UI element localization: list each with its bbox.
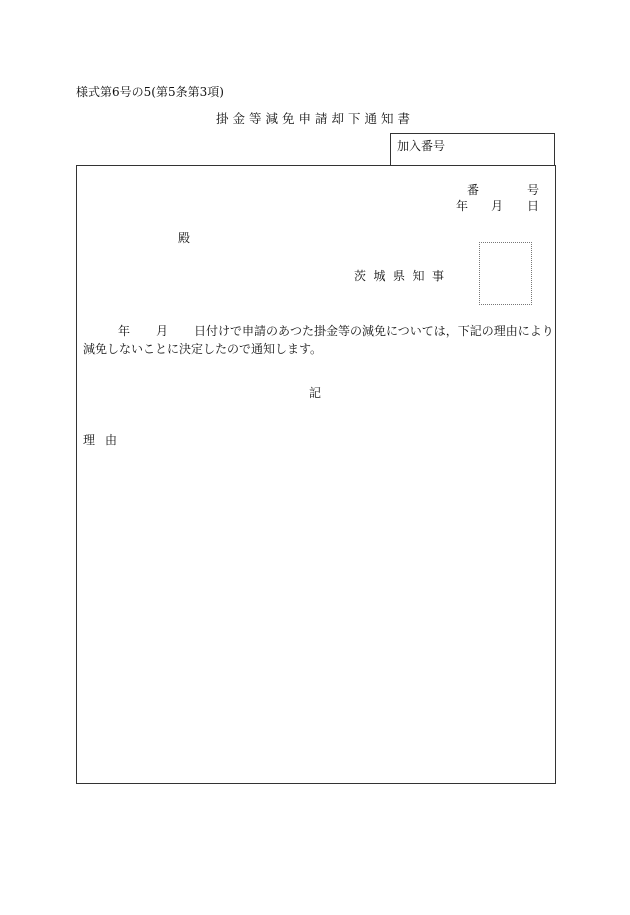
document-number-suffix: 号: [527, 183, 540, 197]
seal-placeholder-box: [479, 242, 532, 305]
notice-text-line-1: [118, 322, 554, 339]
document-title: 掛金等減免申請却下通知書: [215, 111, 414, 126]
form-number-label: 様式第6号の5(第5条第3項): [76, 85, 224, 99]
body-month-label: 月: [156, 324, 169, 338]
body-text-rest: 日付けで申請のあつた掛金等の減免については，下記の理由により: [194, 324, 554, 338]
reason-label: 理由: [83, 433, 128, 447]
section-heading-ki: 記: [308, 386, 321, 400]
date-year-label: 年: [456, 199, 469, 213]
date-month-label: 月: [491, 199, 504, 213]
date-day-label: 日: [527, 199, 540, 213]
notice-text-line-2: 減免しないことに決定したので通知します。: [83, 342, 323, 356]
addressee-honorific: 殿: [178, 231, 191, 245]
enrollment-number-label: 加入番号: [397, 139, 446, 153]
body-year-label: 年: [118, 324, 131, 338]
issuer-name: 茨城県知事: [354, 269, 452, 283]
document-number-label: 番: [467, 183, 480, 197]
